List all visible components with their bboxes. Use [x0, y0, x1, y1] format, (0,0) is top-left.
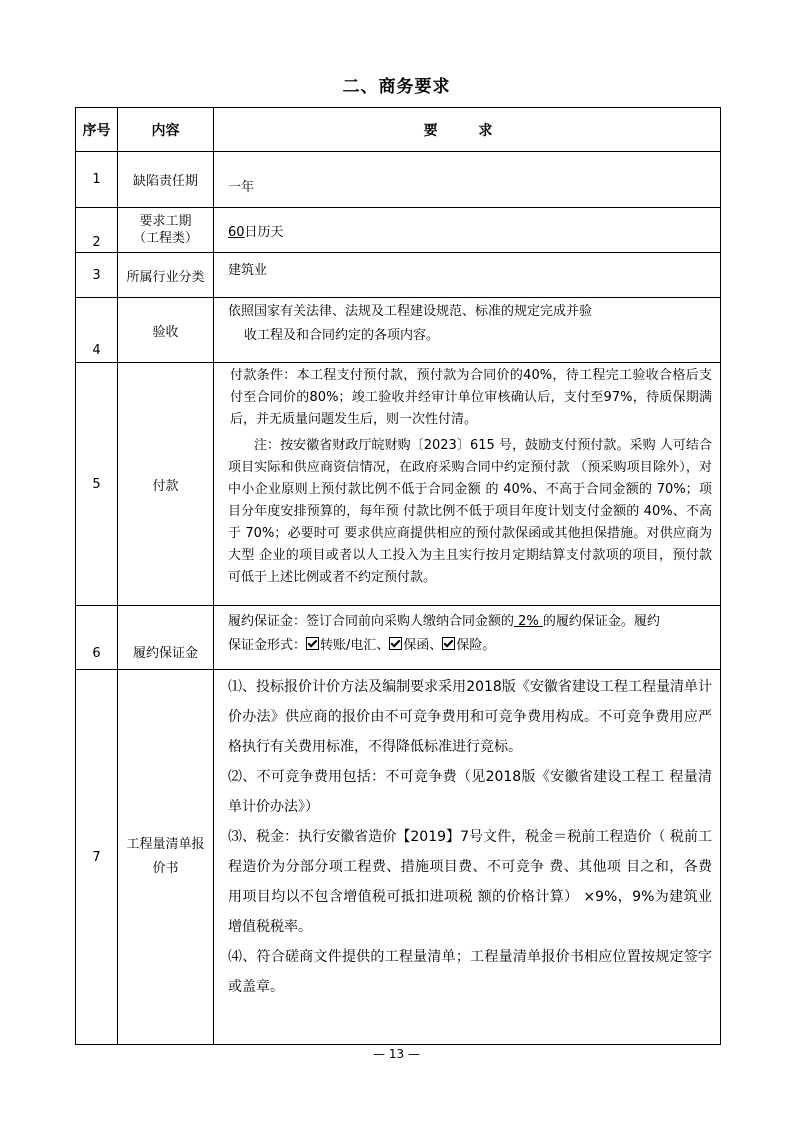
header-no: 序号	[76, 108, 118, 152]
page-title: 二、商务要求	[342, 77, 451, 97]
row-requirement: 建筑业	[214, 253, 721, 298]
row-number: 7	[76, 670, 118, 1045]
row-item: 工程量清单报 价书	[118, 670, 214, 1045]
payment-conditions: 付款条件：本工程支付预付款，预付款为合同价的40%，待工程完工验收合格后支付至合同价的80%；竣工验收并经审计单位审核确认后，支付至97%，待质保期满后，并无质量问题发生后，则一次性付清。	[230, 368, 712, 427]
table-row	[76, 606, 721, 670]
table-row	[76, 298, 721, 363]
row-number: 1	[76, 152, 118, 208]
header-requirement: 要 求	[214, 108, 721, 152]
quotation-item-1: ⑴、投标报价计价方法及编制要求采用2018版《安徽省建设工程工程量清单计价办法》供应商的报价由不可竞争费用和可竞争费用构成。不可竞争费用应严格执行有关费用标准，不得降低标准进行竞标。	[228, 679, 712, 755]
row-item: 缺陷责任期	[118, 152, 214, 208]
row-number: 5	[76, 363, 118, 606]
row-requirement: 依照国家有关法律、法规及工程建设规范、标准的规定完成并验 收工程及和合同约定的各项内容。	[214, 298, 721, 363]
row-requirement: 履约保证金：签订合同前向采购人缴纳合同金额的 2% 的履约保证金。履约 保证金形式： 转账/电汇、 保函、 保险。	[214, 606, 721, 670]
row-item: 要求工期 （工程类）	[118, 208, 214, 253]
table-row	[76, 363, 721, 606]
business-requirements-table	[75, 107, 721, 1045]
header-content: 内容	[118, 108, 214, 152]
row-requirement	[214, 670, 721, 1045]
table-header-row	[76, 108, 721, 152]
row-number: 4	[76, 298, 118, 363]
row-number: 3	[76, 253, 118, 298]
row-number: 6	[76, 606, 118, 670]
table-row	[76, 208, 721, 253]
row-item: 履约保证金	[118, 606, 214, 670]
page-number: — 13 —	[373, 1047, 420, 1061]
quotation-item-4: ⑷、符合磋商文件提供的工程量清单；工程量清单报价书相应位置按规定签字或盖章。	[228, 949, 712, 995]
quotation-item-2: ⑵、不可竞争费用包括：不可竞争费（见2018版《安徽省建设工程工 程量清单计价办法》）	[228, 769, 712, 815]
checkbox-checked-icon	[306, 637, 319, 650]
row-requirement: 60日历天	[214, 208, 721, 253]
checkbox-checked-icon	[389, 637, 402, 650]
row-item: 所属行业分类	[118, 253, 214, 298]
quotation-item-3: ⑶、税金：执行安徽省造价【2019】7号文件，税金＝税前工程造价（ 税前工程造价为分部分项工程费、措施项目费、不可竞争 费、其他项 目之和，各费用项目均以不包含增值税可抵扣进项税 额的价格计算） ×9%，9%为建筑业增值税税率。	[228, 829, 712, 935]
table-row	[76, 152, 721, 208]
row-requirement	[214, 363, 721, 606]
payment-note: 注：按安徽省财政厅皖财购〔2023〕615 号，鼓励支付预付款。采购 人可结合项目实际和供应商资信情况，在政府采购合同中约定预付款 （预采购项目除外），对中小企业原则上预付款比例不低于合同金额 的 40%、不高于合同金额的 70%；项目分年度安排预算的，每年预 付款比例不低于项目年度计划支付金额的 40%、不高于 70%；必要时可 要求供应商提供相应的预付款保函或其他担保措施。对供应商为大型 企业的项目或者以人工投入为主且实行按月定期结算支付款项的项目，预付款可低于上述比例或者不约定预付款。	[228, 438, 712, 585]
row-item: 验收	[118, 298, 214, 363]
row-item: 付款	[118, 363, 214, 606]
row-number: 2	[76, 208, 118, 253]
row-requirement: 一年	[214, 152, 721, 208]
table-row	[76, 670, 721, 1045]
table-row	[76, 253, 721, 298]
checkbox-checked-icon	[442, 637, 455, 650]
